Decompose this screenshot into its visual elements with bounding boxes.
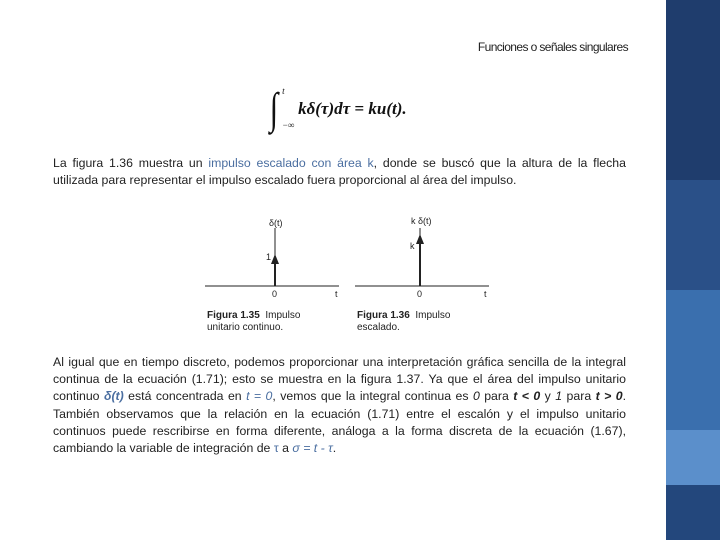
p2-text-9: .: [332, 441, 337, 456]
fig136-origin: 0: [417, 289, 423, 299]
integral-equation: [268, 86, 407, 132]
sidebar-band-3: [666, 290, 720, 430]
p2-one: 1: [555, 389, 563, 404]
fig135-caption-text: Impulso: [265, 310, 301, 321]
p2-text-2: está concentrada en: [123, 389, 247, 404]
integral-sign: ∫: [269, 84, 279, 133]
lower-limit: −∞: [282, 120, 295, 130]
fig136-caption-number: Figura 1.36: [357, 310, 410, 321]
paragraph-2: [53, 354, 626, 457]
fig136-caption-line2: escalado.: [357, 322, 400, 333]
paragraph-1: [53, 155, 626, 189]
p1-highlight: impulso escalado con área k: [208, 156, 374, 170]
fig135-caption: [207, 310, 300, 334]
fig135-caption-number: Figura 1.35: [207, 310, 260, 321]
fig136-tick-k: k: [410, 241, 415, 251]
slide-title: Funciones o señales singulares: [477, 40, 628, 54]
fig136-y-label: k δ(t): [411, 216, 432, 226]
p2-sigma: σ = t - τ: [292, 441, 333, 456]
p2-text-5: y: [540, 389, 556, 404]
p2-t-eq-0: t = 0: [246, 389, 273, 404]
fig136-caption: [357, 310, 450, 334]
p2-text-6: para: [562, 389, 596, 404]
fig135-origin: 0: [272, 289, 278, 299]
p2-zero: 0: [472, 389, 480, 404]
fig136-caption-text: Impulso: [415, 310, 451, 321]
p1-text-a: La figura 1.36 muestra un: [53, 156, 209, 170]
p2-text-4: para: [479, 389, 514, 404]
p2-t-gt-0: t > 0: [595, 389, 623, 404]
p2-text-3: , vemos que la integral continua es: [272, 389, 473, 404]
p2-delta: δ(t): [103, 389, 124, 404]
fig135-tick-1: 1: [266, 252, 272, 262]
fig136-x-label: t: [484, 289, 487, 299]
fig135-arrow-icon: [271, 254, 279, 264]
p2-text-1: Al igual que en tiempo discreto, podemos proporcionar una interpretación gráfica sencilla de la integral continua de la ecuación (1.71); esto se muestra en la figura 1.37. Ya que el área del impulso unitario continuo: [53, 355, 626, 404]
integral-limits: [282, 86, 296, 132]
decorative-sidebar: [666, 0, 720, 540]
p2-t-lt-0: t < 0: [513, 389, 541, 404]
sidebar-band-5: [666, 485, 720, 540]
fig136-arrow-icon: [416, 234, 424, 244]
sidebar-band-1: [666, 0, 720, 180]
p2-text-8: a: [278, 441, 293, 456]
fig135-caption-line2: unitario continuo.: [207, 322, 284, 333]
equation-body: kδ(τ)dτ = ku(t).: [298, 99, 407, 118]
sidebar-band-2: [666, 180, 720, 290]
upper-limit: t: [282, 86, 285, 96]
fig135-y-label: δ(t): [269, 218, 283, 228]
impulse-figures: [205, 212, 495, 336]
sidebar-band-4: [666, 430, 720, 485]
p1-text-b: , donde se buscó que la altura de la flecha utilizada para representar el impulso escalado fuera proporcional al área del impulso.: [53, 156, 626, 188]
p2-text-7: . También observamos que la relación en la ecuación (1.71) entre el escalón y el impulso unitario continuos puede rescribirse en forma diferente, análoga a la forma discreta de la ecuación (1.67), cambiando la variable de integración de: [53, 389, 626, 456]
fig135-x-label: t: [335, 289, 338, 299]
p2-tau: τ: [273, 441, 279, 456]
